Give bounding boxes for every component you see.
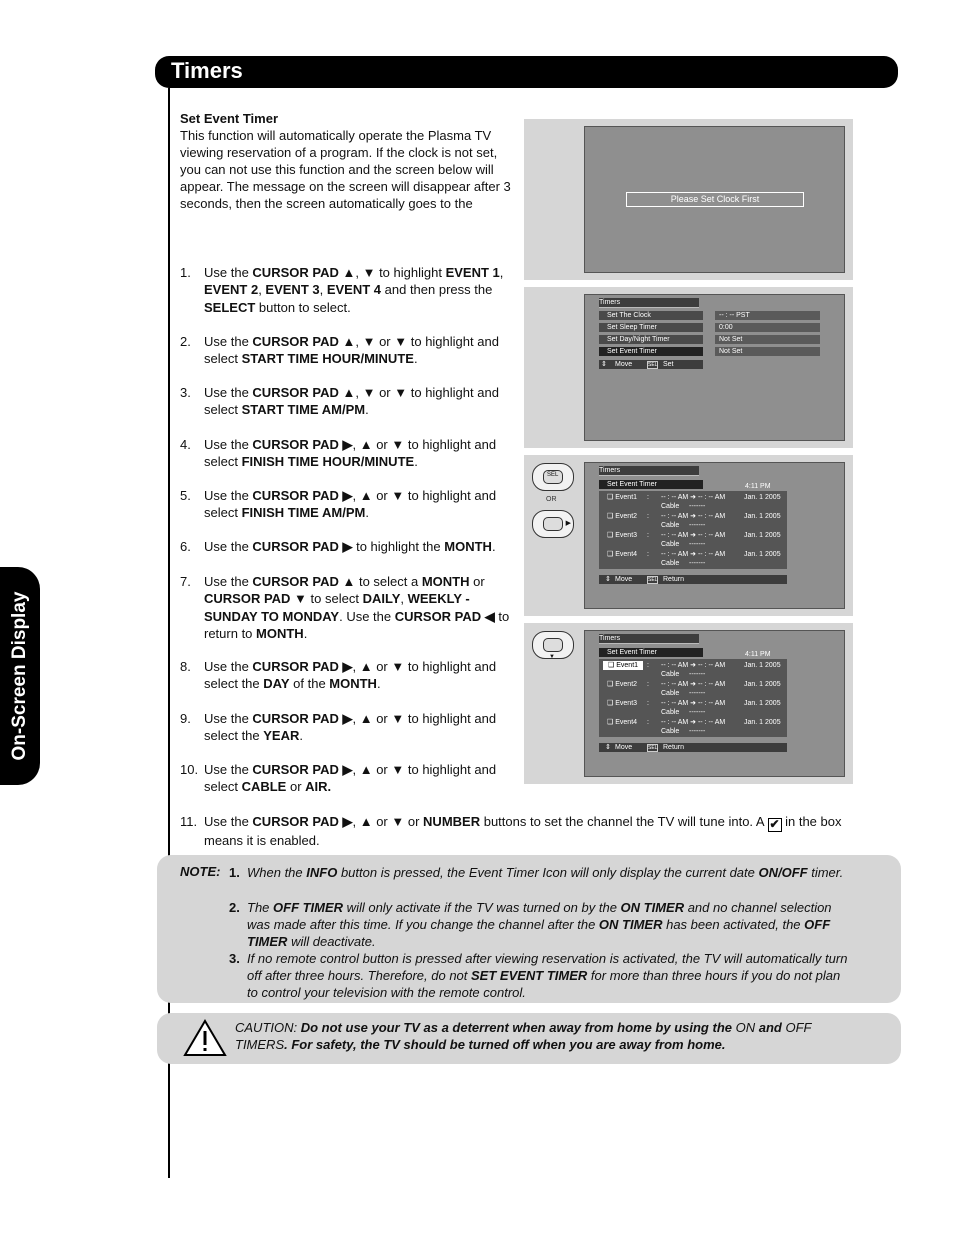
- event-4-time[interactable]: -- : -- AM ➜ -- : -- AM: [661, 551, 726, 558]
- checkbox-icon: ✔: [769, 817, 780, 831]
- step-text: Use the CURSOR PAD ▶, ▲ or ▼ to highlight and select the YEAR.: [204, 711, 497, 744]
- event-4-date[interactable]: Jan. 1 2005: [744, 551, 781, 558]
- event-1-source[interactable]: Cable: [661, 503, 680, 510]
- event-1-name[interactable]: ❑ Event1: [607, 494, 638, 501]
- separator: :: [647, 494, 649, 501]
- event-1-time[interactable]: -- : -- AM ➜ -- : -- AM: [661, 662, 726, 669]
- separator: :: [647, 532, 649, 539]
- event-3-source[interactable]: Cable: [661, 541, 680, 548]
- current-time: 4:11 PM: [745, 651, 771, 658]
- separator: :: [647, 681, 649, 688]
- menu-item-event-timer[interactable]: Set Event Timer: [599, 347, 703, 356]
- step-number: 1.: [180, 265, 191, 280]
- remote-sel-label: SEL: [547, 472, 559, 478]
- menu-footer: [599, 360, 703, 369]
- step-number: 6.: [180, 539, 191, 554]
- note-text: The OFF TIMER will only activate if the TV was turned on by the ON TIMER and no channel selection was made after this time. If you change the channel after the ON TIMER has been activated, the OFF TIMER will deactivate.: [247, 900, 832, 949]
- note-number: 3.: [229, 951, 240, 966]
- step-number: 4.: [180, 437, 191, 452]
- event-4-source[interactable]: Cable: [661, 560, 680, 567]
- separator: :: [647, 719, 649, 726]
- step-number: 9.: [180, 711, 191, 726]
- event-3-name[interactable]: ❑ Event3: [607, 532, 638, 539]
- event-list: [599, 659, 787, 737]
- move-arrows-icon: ⇕: [605, 744, 611, 751]
- footer-set: Set: [663, 361, 674, 368]
- tv-screen: [584, 630, 845, 777]
- caution-text: CAUTION: Do not use your TV as a deterrent when away from home by using the ON and OFF TIMERS. For safety, the TV should be turned off when you are away from home.: [235, 1020, 812, 1052]
- page-header: [155, 56, 898, 88]
- step-11-main: Use the CURSOR PAD ▶, ▲ or ▼ or NUMBER buttons to set the channel the TV will tune into. A: [204, 814, 768, 829]
- event-4-channel[interactable]: -------: [689, 560, 706, 567]
- menu-item-day-night-timer[interactable]: Set Day/Night Timer: [599, 335, 703, 344]
- section-tab-label: On-Screen Display: [9, 591, 30, 761]
- event-2-channel[interactable]: -------: [689, 690, 706, 697]
- event-3-channel[interactable]: -------: [689, 541, 706, 548]
- event-menu-title: Timers: [599, 466, 699, 476]
- event-4-channel[interactable]: -------: [689, 728, 706, 735]
- remote-sel-button[interactable]: [532, 463, 574, 491]
- event-2-name[interactable]: ❑ Event2: [607, 681, 638, 688]
- event-1-date[interactable]: Jan. 1 2005: [744, 494, 781, 501]
- event-2-source[interactable]: Cable: [661, 522, 680, 529]
- step-number: 7.: [180, 574, 191, 589]
- sel-icon: SEL: [648, 362, 658, 368]
- step-text: Use the CURSOR PAD ▶, ▲ or ▼ to highlight and select FINISH TIME AM/PM.: [204, 488, 497, 521]
- tv-screen: [584, 294, 845, 441]
- step-text: Use the CURSOR PAD ▲, ▼ or ▼ to highlight and select START TIME AM/PM.: [204, 385, 499, 418]
- event-3-time[interactable]: -- : -- AM ➜ -- : -- AM: [661, 700, 726, 707]
- event-3-name[interactable]: ❑ Event3: [607, 700, 638, 707]
- down-arrow-icon: ▼: [549, 654, 555, 660]
- step-number: 10.: [180, 762, 199, 777]
- event-2-channel[interactable]: -------: [689, 522, 706, 529]
- footer-move: Move: [615, 361, 633, 368]
- move-arrows-icon: ⇕: [601, 361, 607, 368]
- step-text: Use the CURSOR PAD ▶ to highlight the MONTH.: [204, 539, 496, 554]
- event-1-channel[interactable]: -------: [689, 671, 706, 678]
- step-11-tail: in the box means it is enabled.: [204, 814, 842, 848]
- menu-value-event-timer: Not Set: [715, 347, 820, 356]
- menu-item-set-clock[interactable]: Set The Clock: [599, 311, 703, 320]
- footer-return: Return: [663, 576, 685, 583]
- separator: :: [647, 513, 649, 520]
- footer-move: Move: [615, 576, 633, 583]
- sel-button-icon: [543, 470, 563, 484]
- event-1-date[interactable]: Jan. 1 2005: [744, 662, 781, 669]
- warning-icon: [183, 1019, 227, 1057]
- event-2-time[interactable]: -- : -- AM ➜ -- : -- AM: [661, 681, 726, 688]
- event-1-name-selected[interactable]: ❑ Event1: [603, 661, 643, 670]
- event-footer: [599, 743, 787, 752]
- step-number: 2.: [180, 334, 191, 349]
- right-arrow-icon: ▶: [565, 520, 571, 527]
- step-number: 5.: [180, 488, 191, 503]
- sel-icon: SEL: [648, 745, 658, 751]
- event-4-name[interactable]: ❑ Event4: [607, 551, 638, 558]
- remote-cursor-down-button[interactable]: [532, 631, 574, 659]
- menu-value-day-night-timer: Not Set: [715, 335, 820, 344]
- event-4-time[interactable]: -- : -- AM ➜ -- : -- AM: [661, 719, 726, 726]
- event-3-channel[interactable]: -------: [689, 709, 706, 716]
- or-label: OR: [546, 496, 557, 503]
- section-tab: [0, 567, 40, 785]
- footer-move: Move: [615, 744, 633, 751]
- remote-cursor-right-button[interactable]: [532, 510, 574, 538]
- note-box: [157, 855, 901, 1003]
- intro-block: [180, 110, 515, 212]
- tv-screen: [584, 462, 845, 609]
- event-3-date[interactable]: Jan. 1 2005: [744, 700, 781, 707]
- step-number: 8.: [180, 659, 191, 674]
- separator: :: [647, 700, 649, 707]
- note-number: 1.: [229, 865, 240, 880]
- cursor-pad-icon: [543, 638, 563, 652]
- event-list: [599, 491, 787, 569]
- event-3-source[interactable]: Cable: [661, 709, 680, 716]
- menu-item-sleep-timer[interactable]: Set Sleep Timer: [599, 323, 703, 332]
- step-text: [204, 813, 854, 849]
- event-4-source[interactable]: Cable: [661, 728, 680, 735]
- step-text: Use the CURSOR PAD ▲, ▼ or ▼ to highlight and select START TIME HOUR/MINUTE.: [204, 334, 499, 367]
- clock-warning-message: Please Set Clock First: [626, 192, 804, 207]
- step-number: 3.: [180, 385, 191, 400]
- screen-panel-timers-menu: [524, 287, 853, 448]
- sel-icon: SEL: [648, 577, 658, 583]
- event-4-date[interactable]: Jan. 1 2005: [744, 719, 781, 726]
- step-text: Use the CURSOR PAD ▲ to select a MONTH or CURSOR PAD ▼ to select DAILY, WEEKLY - SUNDAY TO MONDAY. Use the CURSOR PAD ◀ to return to MONTH.: [204, 574, 510, 642]
- event-3-date[interactable]: Jan. 1 2005: [744, 532, 781, 539]
- event-menu-subtitle: Set Event Timer: [599, 648, 703, 657]
- move-arrows-icon: ⇕: [605, 576, 611, 583]
- current-time: 4:11 PM: [745, 483, 771, 490]
- event-1-source[interactable]: Cable: [661, 671, 680, 678]
- step-number: 11.: [180, 814, 198, 829]
- cursor-pad-icon: [543, 517, 563, 531]
- menu-title: Timers: [599, 298, 699, 308]
- intro-title: Set Event Timer: [180, 111, 279, 126]
- event-1-time[interactable]: -- : -- AM ➜ -- : -- AM: [661, 494, 726, 501]
- separator: :: [647, 551, 649, 558]
- caution-box: [157, 1013, 901, 1064]
- screen-panel-clock-message: [524, 119, 853, 280]
- event-2-date[interactable]: Jan. 1 2005: [744, 681, 781, 688]
- note-text: If no remote control button is pressed after viewing reservation is activated, the TV will automatically turn off after three hours. Therefore, do not SET EVENT TIMER for more than three hours if you do not plan to control your television with the remote control.: [247, 951, 848, 1000]
- event-menu-title: Timers: [599, 634, 699, 644]
- step-text: Use the CURSOR PAD ▶, ▲ or ▼ to highlight and select the DAY of the MONTH.: [204, 659, 497, 692]
- event-footer: [599, 575, 787, 584]
- intro-body: This function will automatically operate the Plasma TV viewing reservation of a program. If the clock is not set, you can not use this function and the screen below will appear. The message on the screen will disappear after 3 seconds, then the screen automatically goes to the: [180, 128, 511, 211]
- event-1-channel[interactable]: -------: [689, 503, 706, 510]
- event-menu-subtitle: Set Event Timer: [599, 480, 703, 489]
- page-title: Timers: [171, 58, 243, 83]
- event-2-date[interactable]: Jan. 1 2005: [744, 513, 781, 520]
- event-3-time[interactable]: -- : -- AM ➜ -- : -- AM: [661, 532, 726, 539]
- footer-return: Return: [663, 744, 685, 751]
- separator: :: [647, 662, 649, 669]
- screen-panel-event-timer-a: [524, 455, 853, 616]
- step-text: Use the CURSOR PAD ▶, ▲ or ▼ to highlight and select CABLE or AIR.: [204, 762, 497, 795]
- event-2-time[interactable]: -- : -- AM ➜ -- : -- AM: [661, 513, 726, 520]
- tv-screen: [584, 126, 845, 273]
- step-text: Use the CURSOR PAD ▲, ▼ to highlight EVENT 1, EVENT 2, EVENT 3, EVENT 4 and then press the SELECT button to select.: [204, 265, 504, 315]
- note-text: When the INFO button is pressed, the Event Timer Icon will only display the current date ON/OFF timer.: [247, 865, 844, 880]
- event-4-name[interactable]: ❑ Event4: [607, 719, 638, 726]
- note-number: 2.: [229, 900, 240, 915]
- event-2-name[interactable]: ❑ Event2: [607, 513, 638, 520]
- note-label: NOTE:: [180, 864, 221, 879]
- step-text: Use the CURSOR PAD ▶, ▲ or ▼ to highlight and select FINISH TIME HOUR/MINUTE.: [204, 437, 497, 470]
- event-2-source[interactable]: Cable: [661, 690, 680, 697]
- menu-value-set-clock: -- : -- PST: [715, 311, 820, 320]
- menu-value-sleep-timer: 0:00: [715, 323, 820, 332]
- screen-panel-event-timer-b: [524, 623, 853, 784]
